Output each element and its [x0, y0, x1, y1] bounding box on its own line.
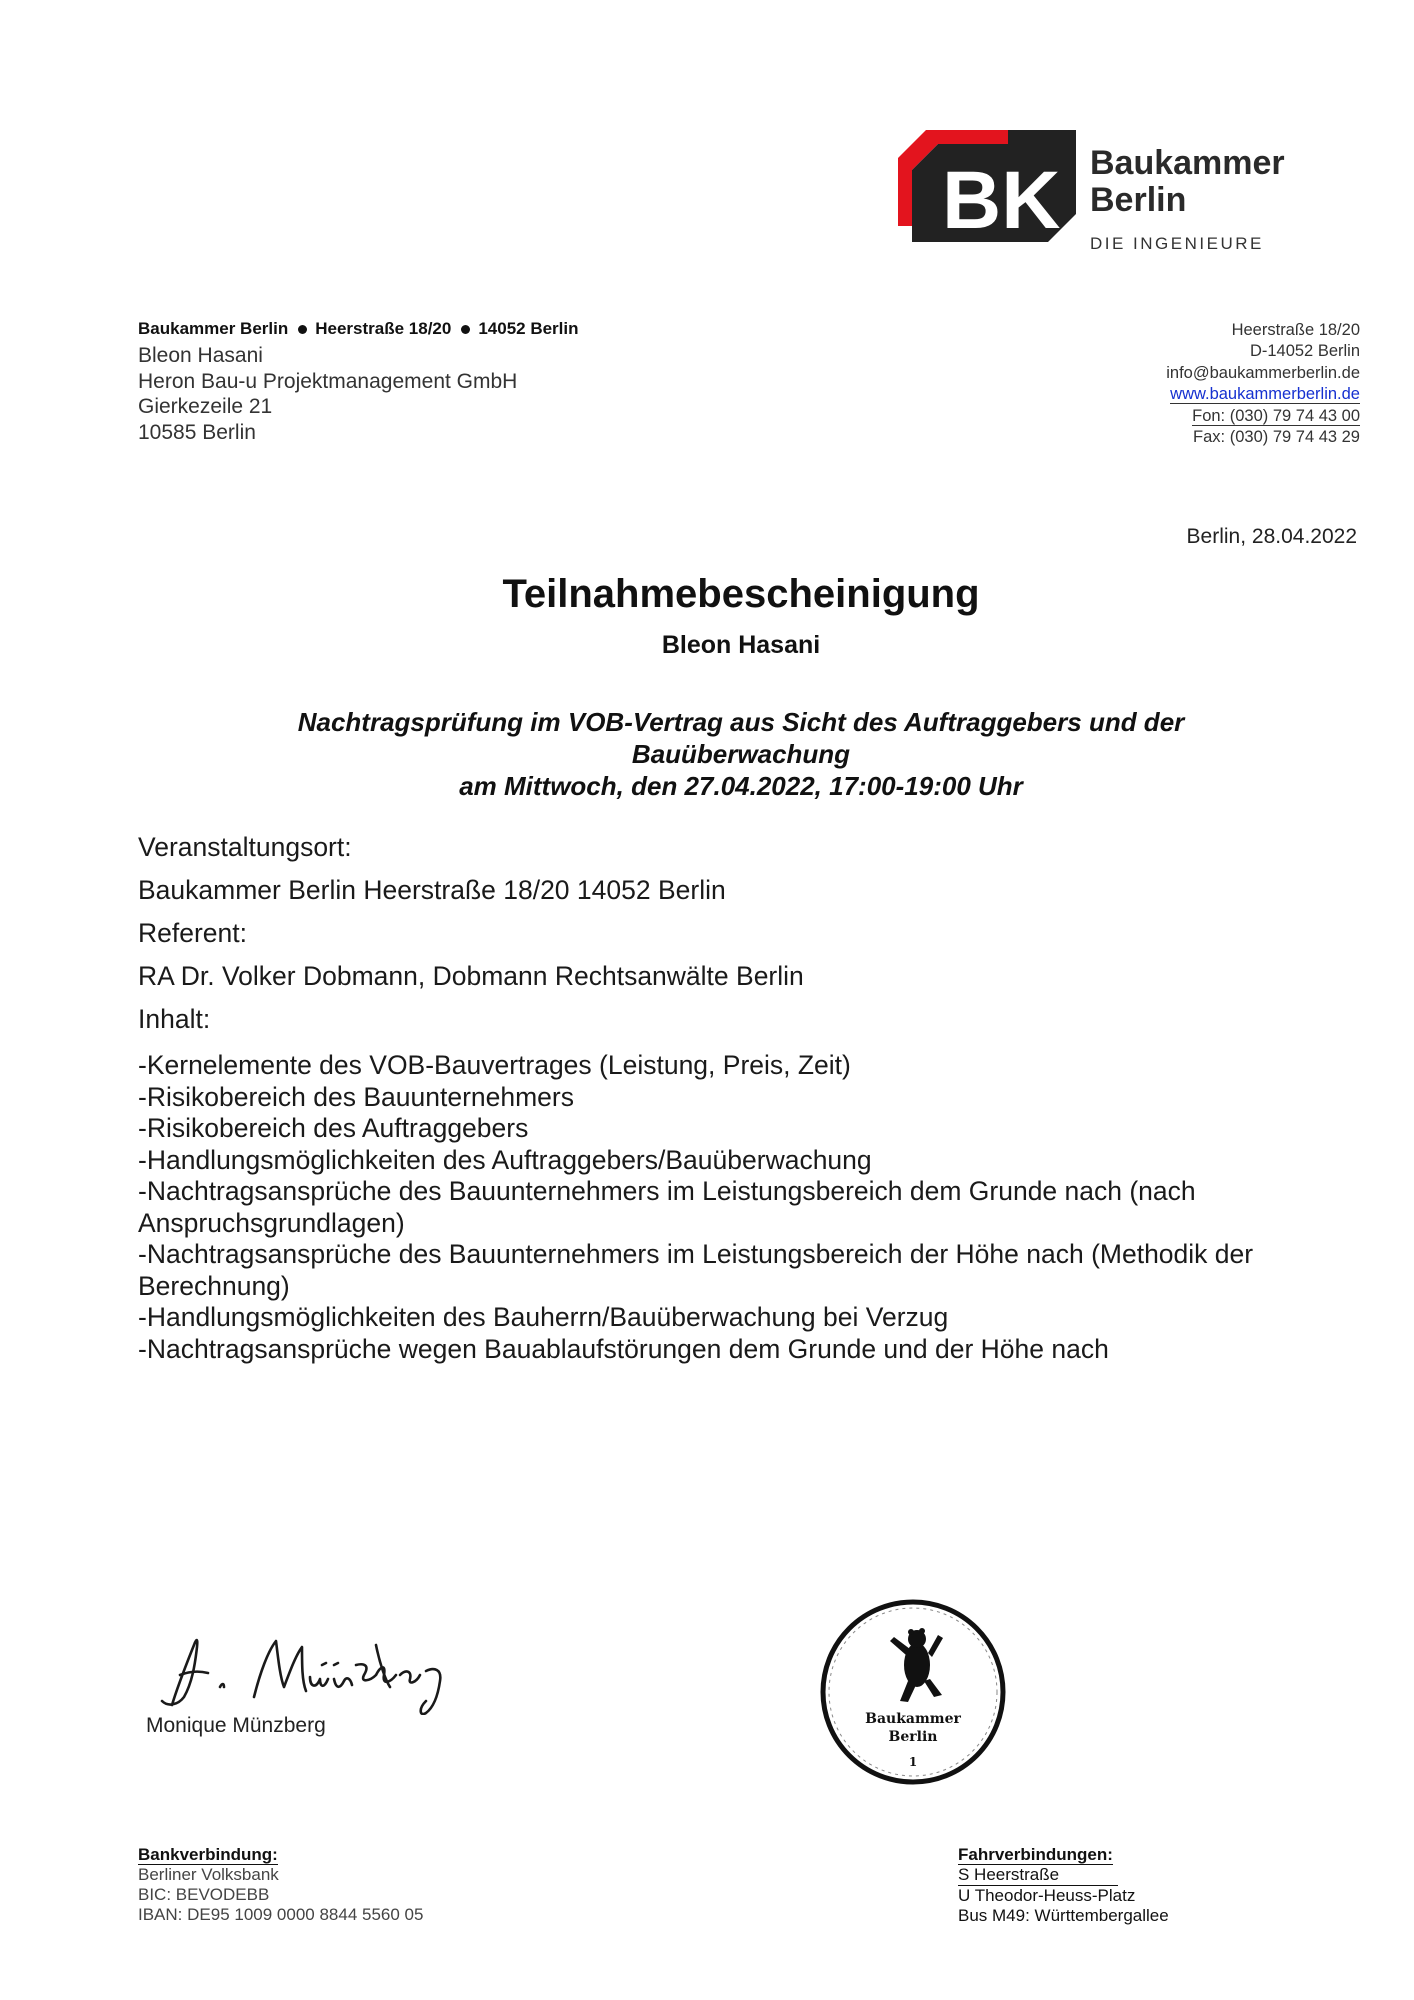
recipient-address — [138, 343, 517, 445]
sender-city: 14052 Berlin — [478, 319, 579, 338]
transport-u-bahn: U Theodor-Heuss-Platz — [958, 1886, 1136, 1905]
recipient-city: 10585 Berlin — [138, 420, 256, 444]
seal-line-2: Berlin — [888, 1729, 938, 1745]
recipient-company: Heron Bau-u Projektmanagement GmbH — [138, 369, 518, 393]
list-item: -Handlungsmöglichkeiten des Bauherrn/Bauüberwachung bei Verzug — [138, 1302, 949, 1332]
participant-name: Bleon Hasani — [661, 631, 821, 659]
course-title — [0, 706, 1414, 802]
contact-phone: Fon: (030) 79 74 43 00 — [1192, 406, 1360, 425]
seal-stamp — [818, 1597, 1008, 1787]
list-item: -Risikobereich des Auftraggebers — [138, 1113, 529, 1143]
bullet-icon — [298, 325, 307, 334]
transport-s-bahn: S Heerstraße — [958, 1865, 1118, 1886]
logo-subtitle: DIE INGENIEURE — [1090, 234, 1264, 253]
bank-name: Berliner Volksbank — [138, 1865, 279, 1884]
contact-web-link[interactable]: www.baukammerberlin.de — [1170, 385, 1360, 404]
transport-bus: Bus M49: Württembergallee — [958, 1906, 1169, 1925]
sender-street: Heerstraße 18/20 — [315, 319, 452, 338]
document-date: Berlin, 28.04.2022 — [1186, 525, 1357, 548]
list-item: -Nachtragsansprüche des Bauunternehmers im Leistungsbereich dem Grunde nach (nach Anspruchsgrundlagen) — [138, 1176, 1196, 1238]
transport-heading: Fahrverbindungen: — [958, 1845, 1113, 1864]
venue-value: Baukammer Berlin Heerstraße 18/20 14052 Berlin — [138, 875, 726, 905]
sender-line — [138, 319, 579, 339]
recipient-street: Gierkezeile 21 — [138, 395, 273, 418]
contact-email[interactable]: info@baukammerberlin.de — [1166, 363, 1360, 382]
speaker-label: Referent: — [138, 918, 248, 948]
seal-line-1: Baukammer — [865, 1711, 961, 1727]
venue-label: Veranstaltungsort: — [138, 832, 352, 862]
sender-name: Baukammer Berlin — [138, 319, 289, 338]
content-label: Inhalt: — [138, 1004, 211, 1034]
course-line-2: Bauüberwachung — [631, 739, 851, 769]
contact-block — [1166, 320, 1360, 448]
contact-city: D-14052 Berlin — [1249, 342, 1360, 361]
list-item: -Kernelemente des VOB-Bauvertrages (Leistung, Preis, Zeit) — [138, 1050, 851, 1080]
bullet-icon — [461, 325, 470, 334]
bk-logo-mark-icon — [898, 130, 1088, 260]
logo-name-line1: Baukammer — [1090, 144, 1285, 182]
list-item: -Nachtragsansprüche wegen Bauablaufstörungen dem Grunde und der Höhe nach — [138, 1333, 1109, 1364]
list-item: -Risikobereich des Bauunternehmers — [138, 1081, 574, 1112]
signature-image — [150, 1625, 470, 1715]
document-title: Teilnahmebescheinigung — [502, 572, 980, 616]
list-item: -Handlungsmöglichkeiten des Auftraggebers/Bauüberwachung — [138, 1144, 872, 1175]
signer-name: Monique Münzberg — [146, 1714, 326, 1737]
bank-bic: BIC: BEVODEBB — [138, 1885, 270, 1904]
baukammer-logo — [898, 130, 1318, 260]
content-list — [138, 1050, 1338, 1365]
bank-details — [138, 1845, 423, 1925]
seal-number: 1 — [908, 1755, 918, 1769]
list-item: -Nachtragsansprüche des Bauunternehmers im Leistungsbereich der Höhe nach (Methodik der Berechnung) — [138, 1239, 1254, 1301]
course-line-1: Nachtragsprüfung im VOB-Vertrag aus Sicht des Auftraggebers und der — [297, 707, 1185, 737]
transport-details — [958, 1845, 1169, 1926]
logo-initials: BK — [942, 155, 1061, 246]
logo-name-line2: Berlin — [1090, 181, 1187, 219]
speaker-value: RA Dr. Volker Dobmann, Dobmann Rechtsanwälte Berlin — [138, 961, 804, 991]
bank-iban: IBAN: DE95 1009 0000 8844 5560 05 — [138, 1905, 424, 1924]
course-line-3: am Mittwoch, den 27.04.2022, 17:00-19:00 Uhr — [459, 771, 1023, 801]
recipient-name: Bleon Hasani — [138, 344, 263, 367]
contact-fax: Fax: (030) 79 74 43 29 — [1193, 428, 1360, 447]
bank-heading: Bankverbindung: — [138, 1845, 278, 1864]
contact-street: Heerstraße 18/20 — [1231, 321, 1360, 339]
